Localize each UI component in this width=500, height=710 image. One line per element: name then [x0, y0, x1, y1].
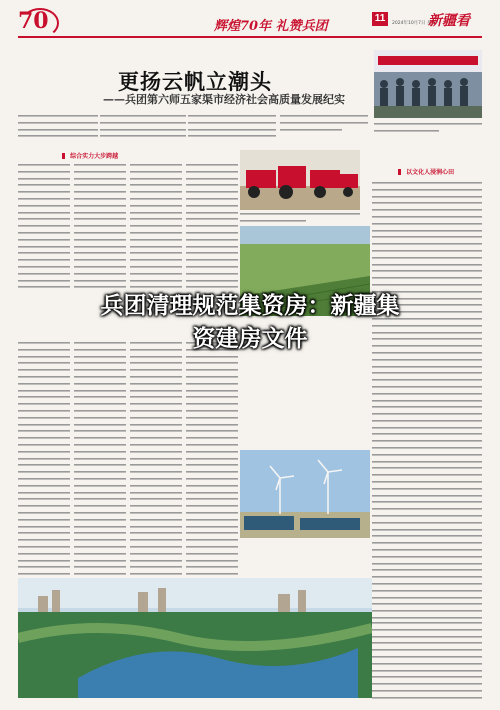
body-column-6	[74, 340, 126, 600]
section-heading-culture	[398, 167, 454, 177]
overlay-title-line-2: 资建房文件	[192, 326, 308, 352]
section-name: 新疆看	[428, 13, 470, 29]
article-subhead: ——兵团第六师五家渠市经济社会高质量发展纪实	[103, 93, 345, 106]
photo-city-aerial	[18, 578, 372, 698]
section-heading-strength-text: 综合实力大步跨越	[70, 153, 119, 160]
logo-number: 70	[18, 8, 49, 34]
anniversary-logo	[18, 8, 58, 36]
body-column-7	[130, 340, 182, 575]
photo-event-ceremony	[374, 50, 482, 118]
overlay-title-line-1: 兵团清理规范集资房：新疆集	[100, 293, 400, 319]
lede-column-2	[100, 113, 186, 137]
body-column-2	[74, 162, 126, 292]
body-column-right	[372, 180, 482, 620]
body-column-right-bottom	[372, 620, 482, 700]
issue-date: 2024年10月7日 星期一	[392, 21, 441, 26]
photo-caption-text	[374, 121, 482, 133]
body-column-1	[18, 162, 70, 292]
body-column-4	[186, 162, 238, 292]
masthead-slogan: 辉煌70年 礼赞兵团	[214, 19, 328, 34]
section-heading-culture-text: 以文化人浸润心田	[406, 169, 455, 176]
body-column-5	[18, 340, 70, 600]
body-column-8	[186, 340, 238, 575]
section-heading-strength	[62, 151, 118, 161]
body-column-3	[130, 162, 182, 292]
overlay-title	[0, 290, 500, 356]
article-headline: 更扬云帆立潮头	[118, 69, 272, 94]
page-number: 11	[372, 12, 388, 26]
masthead-rule	[18, 36, 482, 38]
lede-column-1	[18, 113, 98, 137]
lede-column-3	[188, 113, 276, 137]
photo-caption-machinery	[240, 211, 360, 223]
photo-wind-farm	[240, 450, 370, 538]
logo-arc	[21, 8, 59, 38]
lede-column-4	[280, 113, 368, 137]
photo-farm-machinery	[240, 150, 360, 210]
